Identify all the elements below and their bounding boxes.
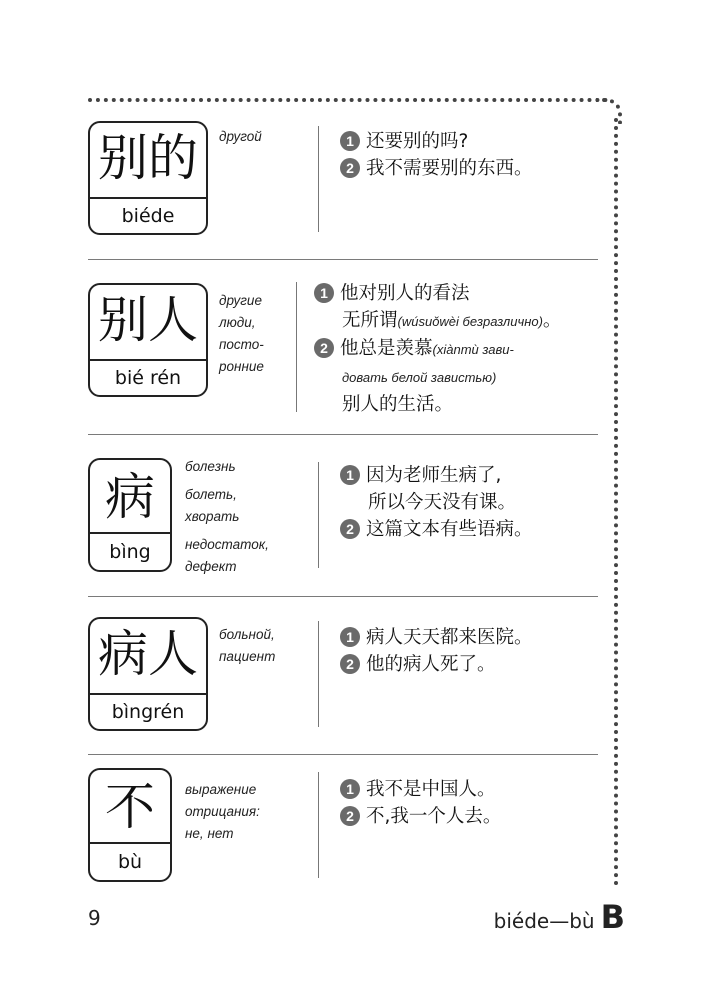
entry-hanzi: 病 <box>105 468 155 526</box>
example-text: 这篇文本有些语病。 <box>366 519 533 540</box>
entry-gloss <box>219 624 275 668</box>
column-divider <box>318 462 319 568</box>
entry-hanzi: 别人 <box>98 291 198 349</box>
example-1-continuation <box>340 489 533 516</box>
dotted-border-corner <box>596 98 622 124</box>
entry-separator <box>88 596 598 597</box>
column-divider <box>318 772 319 878</box>
dotted-border-right <box>614 118 618 886</box>
page-number: 9 <box>88 906 101 930</box>
number-1-icon: 1 <box>314 283 334 303</box>
example-text: 还要别的吗? <box>366 131 469 152</box>
example-text: 无所谓 <box>342 310 398 331</box>
example-note: (wúsuǒwèi безразлично) <box>397 314 543 329</box>
examples-block <box>340 624 533 678</box>
examples-block <box>314 280 561 418</box>
gloss-line: выражение <box>185 782 257 797</box>
example-note: (xiànmù зави- <box>432 342 514 357</box>
number-1-icon: 1 <box>340 779 360 799</box>
entry-card-bu <box>88 768 172 882</box>
entry-card-biede <box>88 121 208 235</box>
entry-pinyin: bìngrén <box>90 693 206 729</box>
example-text: 别人的生活。 <box>342 394 454 415</box>
gloss-line: другой <box>219 129 262 144</box>
gloss-line: болеть, <box>185 487 237 502</box>
example-2 <box>340 516 533 543</box>
example-text: 因为老师生病了, <box>366 465 502 486</box>
number-2-icon: 2 <box>340 519 360 539</box>
example-1 <box>340 462 533 489</box>
example-text: 病人天天都来医院。 <box>366 627 533 648</box>
example-2-note-continuation <box>314 363 561 391</box>
gloss-line: посто- <box>219 337 264 352</box>
entry-separator <box>88 434 598 435</box>
gloss-line: ронние <box>219 359 264 374</box>
example-text: 他对别人的看法 <box>340 283 470 304</box>
number-2-icon: 2 <box>340 654 360 674</box>
entry-card-bieren <box>88 283 208 397</box>
number-2-icon: 2 <box>340 158 360 178</box>
number-1-icon: 1 <box>340 627 360 647</box>
example-2-continuation <box>314 391 561 418</box>
entry-gloss <box>185 779 260 845</box>
entry-card-bing <box>88 458 172 572</box>
example-text: 。 <box>542 310 562 331</box>
page-range-text: biéde—bù <box>493 909 595 933</box>
gloss-line: другие <box>219 293 262 308</box>
example-1 <box>340 776 501 803</box>
example-1 <box>340 624 533 651</box>
entry-gloss <box>219 290 264 378</box>
entry-gloss <box>185 456 269 578</box>
entry-card-bingren <box>88 617 208 731</box>
gloss-line: отрицания: <box>185 804 260 819</box>
examples-block <box>340 776 501 830</box>
page-range-header <box>494 898 625 936</box>
section-letter: B <box>600 898 625 936</box>
gloss-line: не, нет <box>185 826 234 841</box>
entry-pinyin: bìng <box>90 532 170 570</box>
example-2 <box>314 335 561 363</box>
example-2 <box>340 803 501 830</box>
entry-gloss <box>219 126 262 148</box>
number-1-icon: 1 <box>340 465 360 485</box>
examples-block <box>340 128 533 182</box>
example-text: 所以今天没有课。 <box>368 492 517 513</box>
column-divider <box>318 126 319 232</box>
example-text: 我不需要别的东西。 <box>366 158 533 179</box>
example-text: 不,我一个人去。 <box>366 806 502 827</box>
gloss-line: люди, <box>219 315 256 330</box>
column-divider <box>318 621 319 727</box>
example-1 <box>340 128 533 155</box>
entry-pinyin: bié rén <box>90 359 206 395</box>
dotted-border-top <box>88 98 608 102</box>
entry-separator <box>88 259 598 260</box>
number-1-icon: 1 <box>340 131 360 151</box>
example-note: довать белой завистью) <box>342 370 497 385</box>
example-2 <box>340 651 533 678</box>
gloss-line: больной, <box>219 627 275 642</box>
gloss-line: дефект <box>185 559 237 574</box>
number-2-icon: 2 <box>340 806 360 826</box>
entry-hanzi: 不 <box>105 778 155 836</box>
number-2-icon: 2 <box>314 338 334 358</box>
example-1-continuation <box>314 307 561 335</box>
entry-hanzi: 病人 <box>98 625 198 683</box>
entry-separator <box>88 754 598 755</box>
example-text: 他总是羡慕 <box>340 338 433 359</box>
entry-pinyin: biéde <box>90 197 206 233</box>
gloss-line: хворать <box>185 509 240 524</box>
gloss-line: болезнь <box>185 459 236 474</box>
example-2 <box>340 155 533 182</box>
entry-hanzi: 别的 <box>98 129 198 187</box>
example-1 <box>314 280 561 307</box>
example-text: 我不是中国人。 <box>366 779 496 800</box>
example-text: 他的病人死了。 <box>366 654 496 675</box>
gloss-line: недостаток, <box>185 537 269 552</box>
examples-block <box>340 462 533 543</box>
entry-pinyin: bù <box>90 842 170 880</box>
gloss-line: пациент <box>219 649 276 664</box>
column-divider <box>296 282 297 412</box>
